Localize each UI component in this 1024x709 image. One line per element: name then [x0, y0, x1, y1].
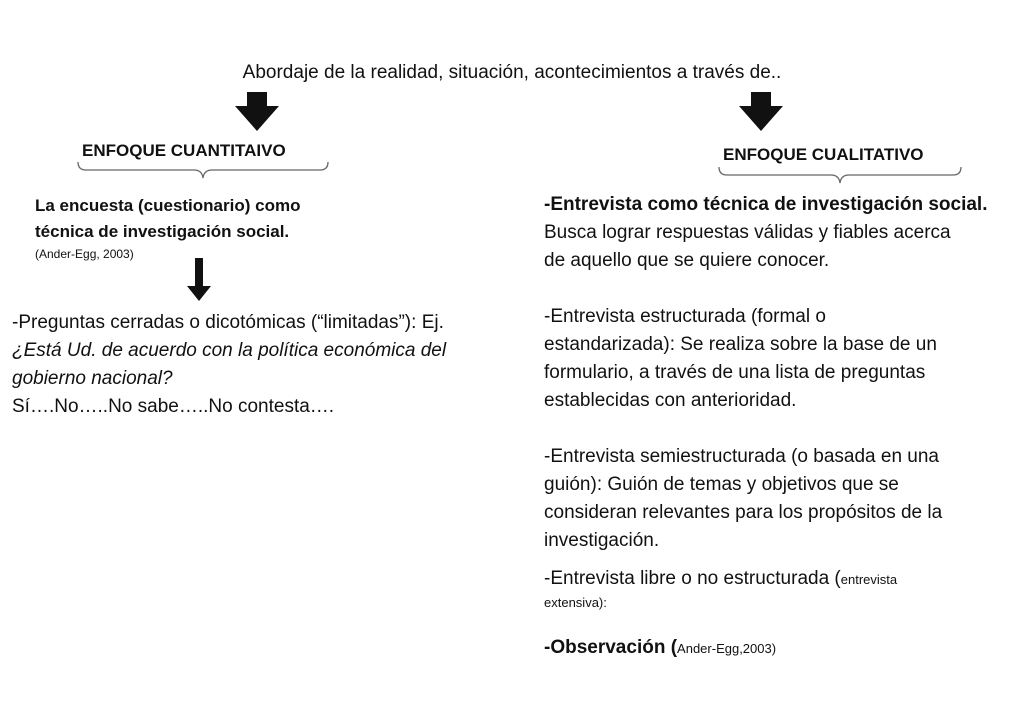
brace-icon-left — [76, 160, 330, 182]
p3-line-2: guión): Guión de temas y objetivos que se — [544, 474, 899, 495]
p1-line-3: de aquello que se quiere conocer. — [544, 250, 830, 271]
p2-line-2: estandarizada): Se realiza sobre la base de un — [544, 334, 937, 355]
question-line-2: ¿Está Ud. de acuerdo con la política económica del — [12, 340, 447, 361]
p4-main: -Entrevista libre o no estructurada ( — [544, 568, 841, 589]
left-questions — [12, 309, 512, 421]
p2-line-1: -Entrevista estructurada (formal o — [544, 306, 826, 327]
diagram-title: Abordaje de la realidad, situación, acontecimientos a través de.. — [242, 62, 782, 83]
p5-small: Ander-Egg,2003) — [677, 641, 777, 656]
p5-line — [544, 634, 1019, 663]
right-column — [544, 191, 1019, 663]
p3-line-3: consideran relevantes para los propósitos de la — [544, 502, 943, 523]
p2-line-4: establecidas con anterioridad. — [544, 390, 797, 411]
p1-line-2: Busca lograr respuestas válidas y fiables acerca — [544, 222, 951, 243]
brace-icon-right — [717, 165, 963, 187]
p3-line-4: investigación. — [544, 530, 660, 551]
intro-line-1: La encuesta (cuestionario) como — [35, 196, 301, 215]
heading-cuantitativo: ENFOQUE CUANTITAIVO — [82, 141, 286, 160]
p4-small-1: entrevista — [840, 572, 898, 587]
question-line-3: gobierno nacional? — [12, 368, 173, 389]
p4-small-2: extensiva): — [544, 595, 607, 610]
intro-citation: (Ander-Egg, 2003) — [35, 247, 134, 261]
p3-line-1: -Entrevista semiestructurada (o basada en una — [544, 446, 939, 467]
intro-line-2: técnica de investigación social. — [35, 222, 290, 241]
p2-line-3: formulario, a través de una lista de preguntas — [544, 362, 926, 383]
question-line-4: Sí….No…..No sabe…..No contesta…. — [12, 396, 335, 417]
question-line-1: -Preguntas cerradas o dicotómicas (“limitadas”): Ej. — [12, 312, 444, 333]
p4-line-1 — [544, 565, 1019, 594]
left-intro — [35, 193, 365, 261]
p5-bold: -Observación ( — [544, 637, 678, 658]
p1-line-1: -Entrevista como técnica de investigación social. — [544, 194, 988, 215]
heading-cualitativo: ENFOQUE CUALITATIVO — [723, 145, 924, 164]
